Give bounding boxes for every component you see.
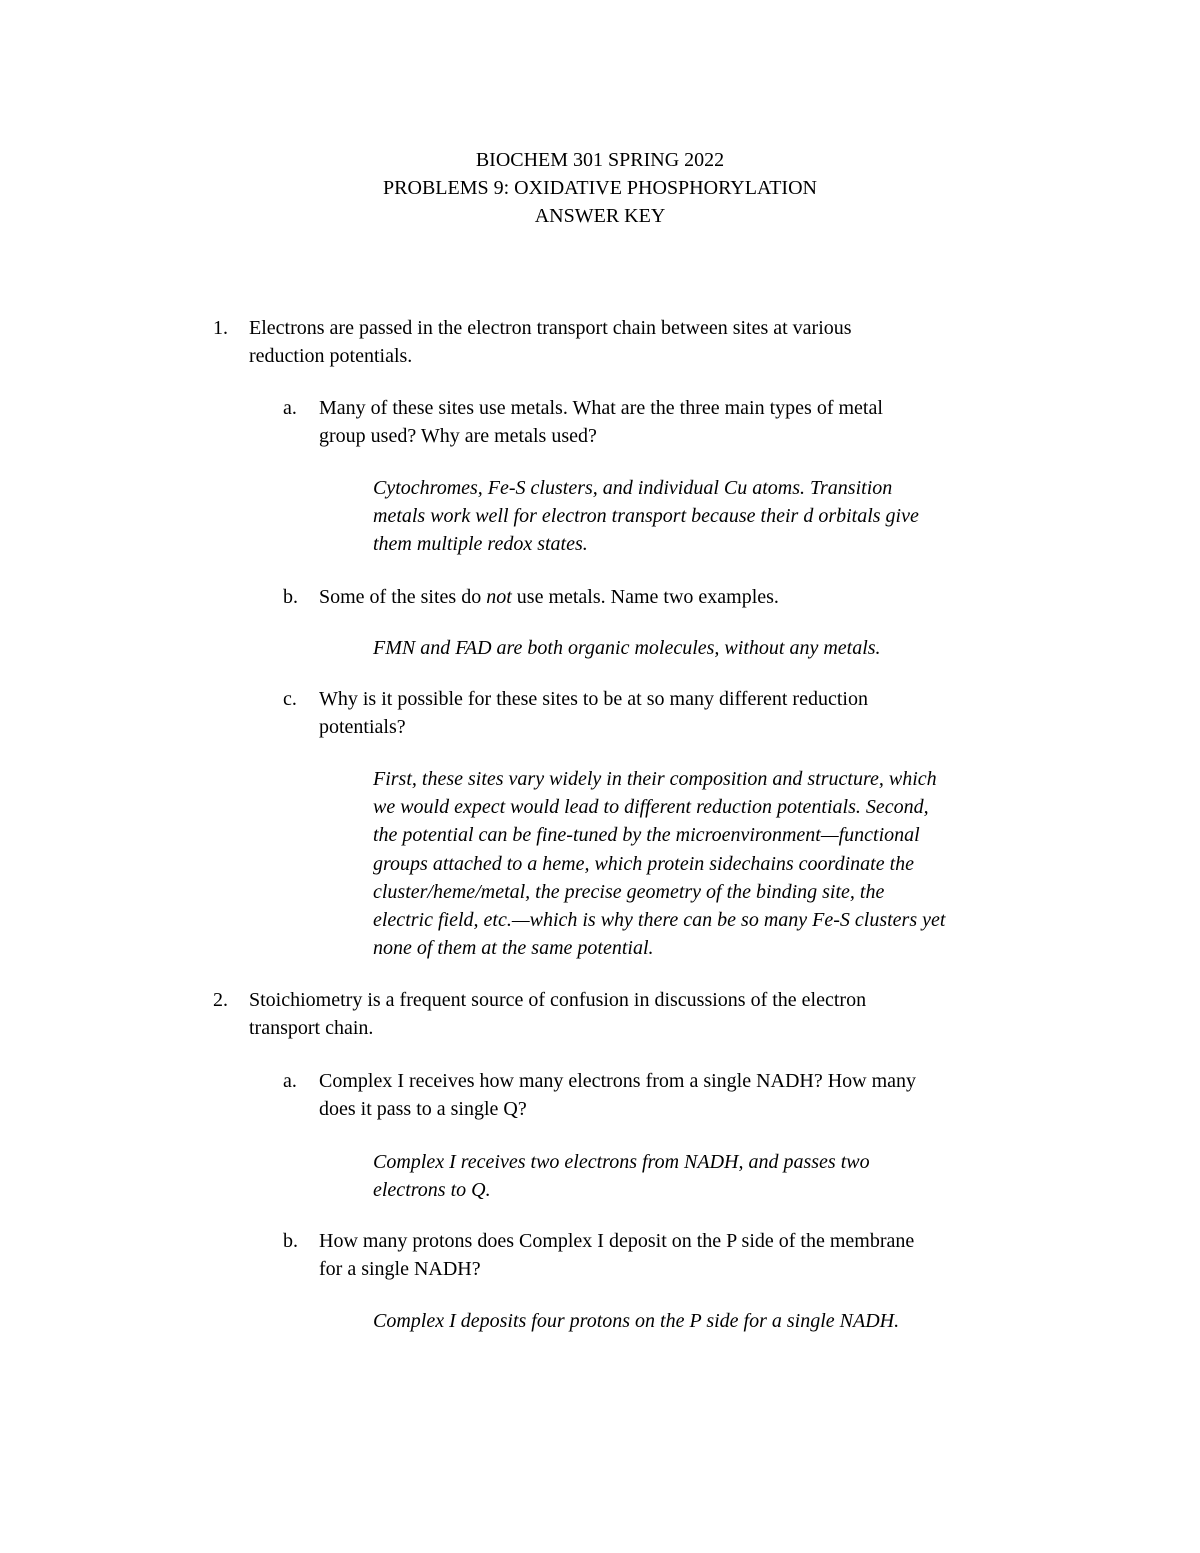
sub-question-text bbox=[319, 1227, 914, 1283]
sub-question-label: c. bbox=[283, 688, 297, 710]
question-text-line: transport chain. bbox=[249, 1017, 374, 1039]
question-text bbox=[249, 986, 866, 1042]
answer-line: Complex I receives two electrons from NADH, and passes two bbox=[373, 1151, 870, 1173]
answer-line: Cytochromes, Fe-S clusters, and individual Cu atoms. Transition bbox=[373, 477, 893, 499]
question-text bbox=[249, 314, 852, 370]
sub-question-text bbox=[319, 394, 883, 450]
sub-question-text bbox=[319, 1067, 916, 1123]
text-run: Some of the sites do bbox=[319, 586, 487, 608]
answer-1a bbox=[373, 474, 919, 559]
answer-1b bbox=[373, 634, 881, 662]
question-number: 1. bbox=[213, 317, 228, 339]
sub-question-text-line: Why is it possible for these sites to be at so many different reduction bbox=[319, 688, 868, 710]
answer-line: cluster/heme/metal, the precise geometry of the binding site, the bbox=[373, 880, 885, 903]
answer-line: groups attached to a heme, which protein sidechains coordinate the bbox=[373, 852, 915, 875]
sub-question-text-line: How many protons does Complex I deposit on the P side of the membrane bbox=[319, 1230, 915, 1252]
answer-line: electric field, etc.—which is why there can be so many Fe-S clusters yet bbox=[373, 909, 946, 932]
answer-line: First, these sites vary widely in their composition and structure, which bbox=[373, 768, 937, 790]
sub-question-label: a. bbox=[283, 1070, 297, 1092]
course-title: BIOCHEM 301 SPRING 2022 bbox=[475, 149, 725, 171]
sub-question-text bbox=[319, 583, 779, 611]
answer-line: them multiple redox states. bbox=[373, 533, 588, 556]
question-text-line: Electrons are passed in the electron transport chain between sites at various bbox=[249, 317, 852, 339]
sub-question-label: b. bbox=[283, 1230, 298, 1252]
sub-question-text-line: for a single NADH? bbox=[319, 1258, 481, 1280]
sub-question-text-line: Complex I receives how many electrons from a single NADH? How many bbox=[319, 1070, 917, 1092]
sub-question-text-line: group used? Why are metals used? bbox=[319, 425, 597, 447]
answer-line: metals work well for electron transport because their d orbitals give bbox=[373, 505, 919, 528]
question-text-line: reduction potentials. bbox=[249, 345, 413, 367]
sub-question-text bbox=[319, 685, 868, 741]
answer-1c bbox=[373, 765, 945, 962]
answer-key-label: ANSWER KEY bbox=[534, 205, 666, 227]
sub-question-text-line: potentials? bbox=[319, 716, 406, 738]
answer-2a bbox=[373, 1148, 870, 1204]
answer-line: FMN and FAD are both organic molecules, without any metals. bbox=[373, 637, 881, 659]
question-text-line: Stoichiometry is a frequent source of confusion in discussions of the electron bbox=[249, 989, 867, 1011]
answer-line: the potential can be fine-tuned by the microenvironment—functional bbox=[373, 824, 920, 847]
sub-question-text-line: Many of these sites use metals. What are the three main types of metal bbox=[319, 397, 883, 419]
answer-line: we would expect would lead to different reduction potentials. Second, bbox=[373, 796, 929, 819]
emphasis-text: not bbox=[486, 586, 512, 608]
document-title bbox=[0, 146, 1200, 230]
text-run: use metals. Name two examples. bbox=[511, 586, 779, 608]
sub-question-text-line bbox=[319, 583, 779, 611]
sub-question-text-line: does it pass to a single Q? bbox=[319, 1098, 527, 1120]
answer-2b bbox=[373, 1307, 899, 1335]
question-number: 2. bbox=[213, 989, 228, 1011]
answer-line: electrons to Q. bbox=[373, 1179, 491, 1202]
answer-line: Complex I deposits four protons on the P side for a single NADH. bbox=[373, 1310, 900, 1332]
sub-question-label: b. bbox=[283, 586, 298, 608]
answer-line: none of them at the same potential. bbox=[373, 937, 654, 960]
problem-set-title: PROBLEMS 9: OXIDATIVE PHOSPHORYLATION bbox=[383, 177, 817, 199]
sub-question-label: a. bbox=[283, 397, 297, 419]
